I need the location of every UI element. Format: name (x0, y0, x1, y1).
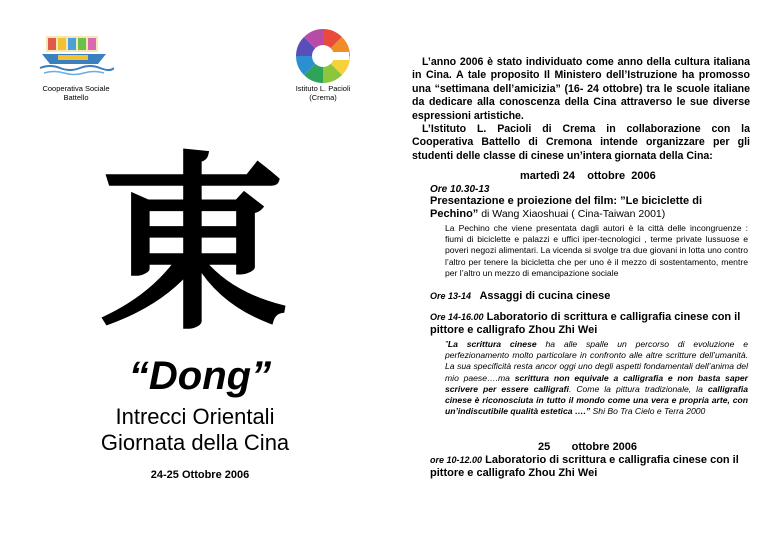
event-subtitle (70, 404, 320, 456)
event-dates: 24-25 Ottobre 2006 (150, 469, 250, 481)
istituto-logo (293, 27, 353, 85)
cooperativa-logo (38, 30, 114, 78)
event2 (430, 286, 750, 304)
event3-title: Laboratorio di scrittura e calligrafia cinese con il pittore e calligrafo Zhou Zhi Wei (430, 311, 741, 336)
intro-text (412, 56, 750, 163)
event3-time: Ore 14-16.00 (430, 312, 484, 322)
event3 (430, 311, 750, 417)
subtitle-line2: Giornata della Cina (100, 430, 290, 455)
cooperativa-caption: Cooperativa Sociale Battello (42, 84, 110, 102)
istituto-caption: Istituto L. Pacioli (Crema) (295, 84, 351, 102)
subtitle-line1: Intrecci Orientali (115, 404, 275, 429)
day2-heading: 25 ottobre 2006 (538, 441, 638, 453)
dong-character: 東 (97, 133, 288, 356)
event-title: “Dong” (128, 354, 272, 398)
intro-paragraph-1: L’anno 2006 è stato individuato come anno della cultura italiana in Cina. A tale proposito Il Ministero dell’Istruzione ha promosso una “settimana dell’amicizia” (16- 24 ottobre) tra le scuole italiane da dedicare alla conoscenza della Cina attraverso le sue diverse espressioni artistiche. (412, 56, 750, 122)
event1-description: La Pechino che viene presentata dagli autori è la città delle incongruenze : fiumi di biciclette e palazzi e uffici iper-tecnologici , terme private lussuose e poveri negozi alimentari. La vicenda si svolge tra due giovani in lotta uno contro l’altro per tenere la bicicletta che per uno è il mezzo di sostentamento, mentre per l’altro un mezzo di emancipazione sociale (445, 223, 748, 278)
event1-title: Presentazione e proiezione del film: ”Le biciclette di Pechino” (430, 195, 703, 220)
event1-time: Ore 10.30-13 (430, 184, 490, 195)
event2-time: Ore 13-14 (430, 291, 472, 301)
day1-heading: martedì 24 ottobre 2006 (520, 170, 656, 182)
event4 (430, 454, 750, 480)
event4-time: ore 10-12.00 (430, 455, 483, 465)
event1 (430, 184, 750, 279)
intro-paragraph-2: L’Istituto L. Pacioli di Crema in collaborazione con la Cooperativa Battello di Cremona intende organizzare per gli studenti delle classe di cinese un’intera giornata della Cina: (412, 123, 750, 162)
event2-title: Assaggi di cucina cinese (479, 290, 611, 302)
event1-credit: di Wang Xiaoshuai ( Cina-Taiwan 2001) (478, 208, 666, 220)
calligraphy-quote: ”La scrittura cinese ha alle spalle un percorso di evoluzione e perfezionamento molto particolare in confronto alle altre scritture dell’umanità. La sua specificità resta ancor oggi uno degli aspetti fondamentali dell’anima del mio paese….ma scrittura non equivale a calligrafia e non basta saper scrivere per essere calligrafi. Come la pittura tradizionale, la calligrafia cinese è riconosciuta in tutto il mondo come una vera e propria arte, con un’indiscutibile qualità estetica ….” Shi Bo Tra Cielo e Terra 2000 (445, 339, 748, 417)
event4-title: Laboratorio di scrittura e calligrafia cinese con il pittore e calligrafo Zhou Zhi Wei (430, 454, 739, 479)
quote-source: Shi Bo Tra Cielo e Terra 2000 (590, 406, 706, 417)
